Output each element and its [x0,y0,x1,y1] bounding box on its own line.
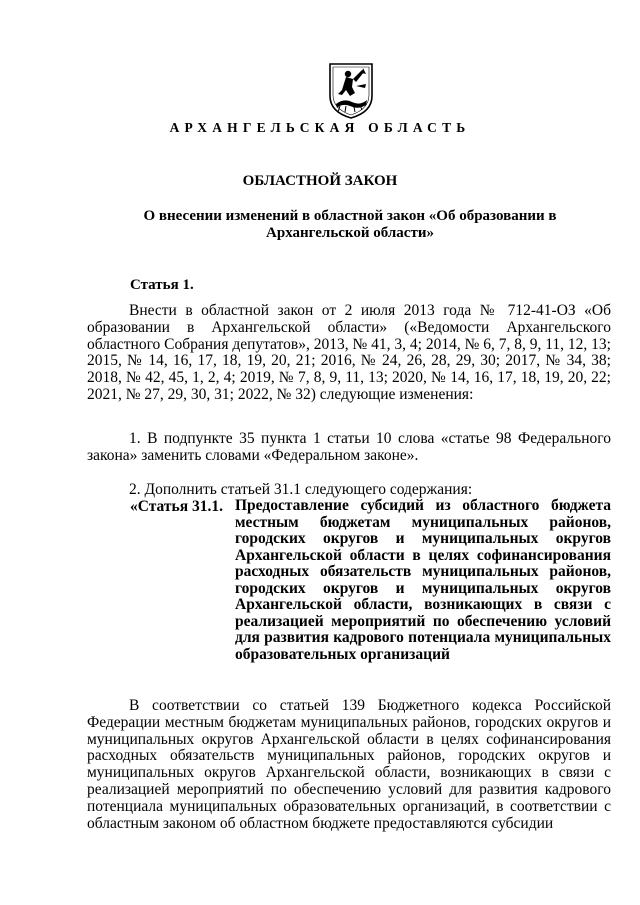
article-1-intro-paragraph: Внести в областной закон от 2 июля 2013 года № 712-41-ОЗ «Об образовании в Архангельской области» («Ведомости Архангельского областного Собрания депутатов», 2013, № 41, 3, 4; 2014, № 6, 7, 8, 9, 11, 12, 13; 2015, № 14, 16, 17, 18, 19, 20, 21; 2016, № 24, 26, 28, 29, 30; 2017, № 34, 38; 2018, № 42, 45, 1, 2, 4; 2019, № 7, 8, 9, 11, 13; 2020, № 14, 16, 17, 18, 19, 20, 22; 2021, № 27, 29, 30, 31; 2022, № 32) следующие изменения: [87,302,611,403]
document-title: О внесении изменений в областной закон «Об образовании в Архангельской области» [143,208,557,241]
region-name: АРХАНГЕЛЬСКАЯ ОБЛАСТЬ [169,120,471,135]
amendment-item-1: 1. В подпункте 35 пункта 1 статьи 10 слова «статье 98 Федерального закона» заменить словами «Федеральном законе». [87,430,611,464]
new-article-label: «Статья 31.1. [130,498,223,515]
new-article-body: В соответствии со статьей 139 Бюджетного кодекса Российской Федерации местным бюджетам муниципальных районов, городских округов и муниципальных округов Архангельской области в целях софинансирования расходных обязательств муниципальных районов, городских округов и муниципальных округов Архангельской области, возникающих в связи с реализацией мероприятий по обеспечению условий для развития кадрового потенциала муниципальных образовательных организаций, в соответствии с областным законом об областном бюджете предоставляются субсидии [87,697,611,832]
article-1-heading: Статья 1. [130,277,194,293]
document-type: ОБЛАСТНОЙ ЗАКОН [242,173,398,189]
amendment-item-2: 2. Дополнить статьей 31.1 следующего содержания: [129,481,473,498]
arkhangelsk-coat-of-arms-icon [326,60,376,120]
new-article-title: Предоставление субсидий из областного бюджета местным бюджетам муниципальных районов, городских округов и муниципальных округов Архангельской области в целях софинансирования расходных обязательств муниципальных районов, городских округов и муниципальных округов Архангельской области, возникающих в связи с реализацией мероприятий по обеспечению условий для развития кадрового потенциала муниципальных образовательных организаций [235,497,611,663]
